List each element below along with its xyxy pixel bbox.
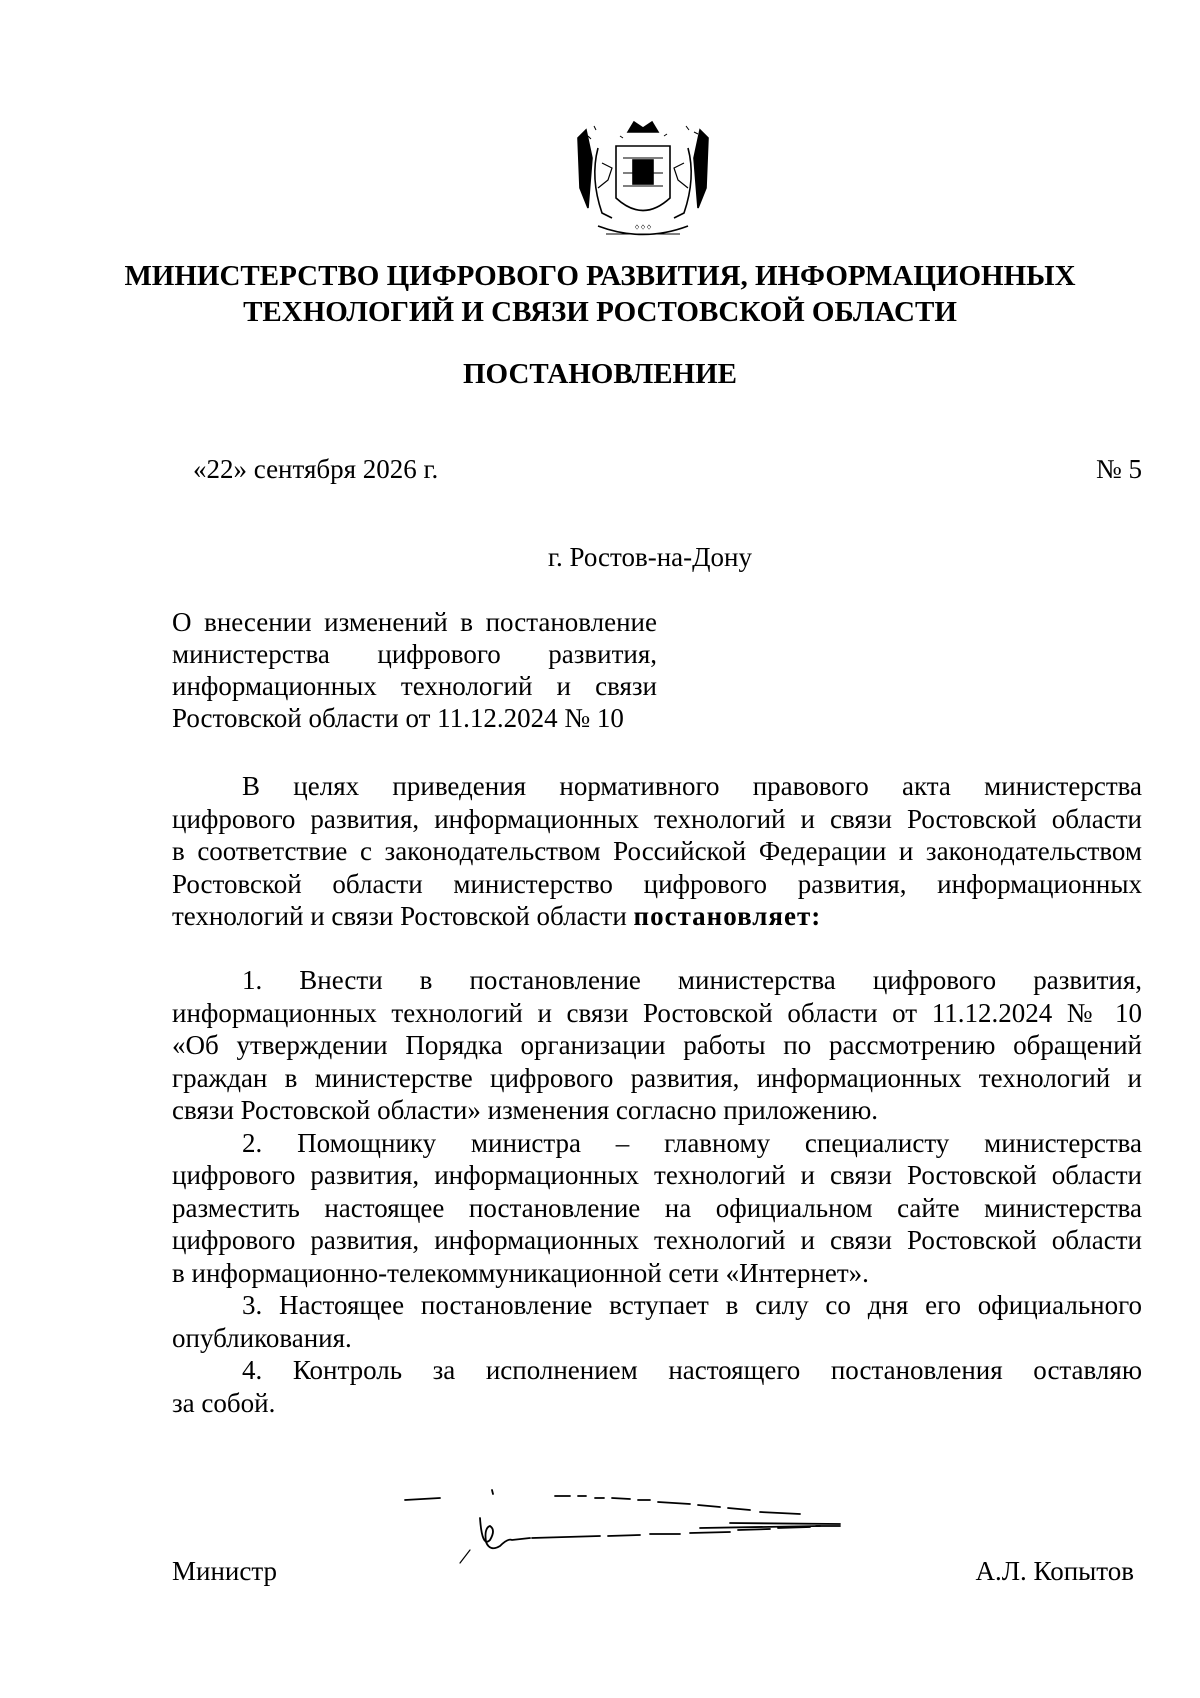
document-date: «22» сентября 2026 г. [193, 454, 439, 484]
svg-text:ᛜᛜᛜ: ᛜᛜᛜ [634, 223, 652, 234]
item-line: информационных технологий и связи Ростовской области от 11.12.2024 № 10 [172, 997, 1142, 1028]
item-line: связи Ростовской области» изменения согласно приложению. [172, 1095, 879, 1125]
item-line: разместить настоящее постановление на официальном сайте министерства [172, 1192, 1142, 1223]
item-line: за собой. [172, 1387, 276, 1418]
item-line: цифрового развития, информационных технологий и связи Ростовской области [172, 1160, 1142, 1190]
signatory-name: А.Л. Копытов [975, 1556, 1134, 1586]
item-line: опубликования. [172, 1322, 352, 1353]
item-line: 3. Настоящее постановление вступает в силу со дня его официального [242, 1290, 1142, 1320]
item-line: в информационно-телекоммуникационной сети «Интернет». [172, 1257, 869, 1288]
item-line: 4. Контроль за исполнением настоящего постановления оставляю [242, 1355, 1142, 1385]
document-type: ПОСТАНОВЛЕНИЕ [462, 358, 737, 390]
coat-of-arms-icon [568, 118, 718, 248]
document-subject [172, 606, 657, 734]
preamble-line: В целях приведения нормативного правового акта министерства [242, 771, 1142, 801]
subject-line: О внесении изменений в постановление [172, 607, 657, 637]
org-title-line1: МИНИСТЕРСТВО ЦИФРОВОГО РАЗВИТИЯ, ИНФОРМАЦИОННЫХ [124, 260, 1076, 292]
decree-word: постановляет: [633, 901, 822, 931]
document-number: № 5 [1095, 454, 1142, 484]
item-line: «Об утверждении Порядка организации работы по рассмотрению обращений [172, 1030, 1142, 1060]
item-line: цифрового развития, информационных технологий и связи Ростовской области [172, 1225, 1142, 1255]
item-line: граждан в министерстве цифрового развития, информационных технологий и [172, 1062, 1142, 1093]
item-line: 2. Помощнику министра – главному специалисту министерства [242, 1127, 1142, 1158]
subject-line: министерства цифрового развития, [172, 639, 657, 669]
item-line: 1. Внести в постановление министерства цифрового развития, [242, 965, 1142, 995]
decree-items [172, 964, 1142, 1419]
preamble-line-text: технологий и связи Ростовской области [172, 901, 634, 931]
preamble-line: цифрового развития, информационных технологий и связи Ростовской области [172, 803, 1142, 834]
preamble-line: Ростовской области министерство цифрового развития, информационных [172, 868, 1142, 899]
document-city: г. Ростов-на-Дону [547, 542, 752, 572]
preamble-line [172, 900, 1142, 933]
signatory-role: Министр [172, 1556, 277, 1586]
subject-line: информационных технологий и связи [172, 671, 657, 701]
preamble-paragraph [172, 770, 1142, 933]
org-title-line2: ТЕХНОЛОГИЙ И СВЯЗИ РОСТОВСКОЙ ОБЛАСТИ [243, 296, 957, 328]
handwritten-signature-icon [400, 1478, 900, 1568]
preamble-line: в соответствие с законодательством Российской Федерации и законодательством [172, 836, 1142, 866]
subject-line: Ростовской области от 11.12.2024 № 10 [172, 703, 624, 733]
